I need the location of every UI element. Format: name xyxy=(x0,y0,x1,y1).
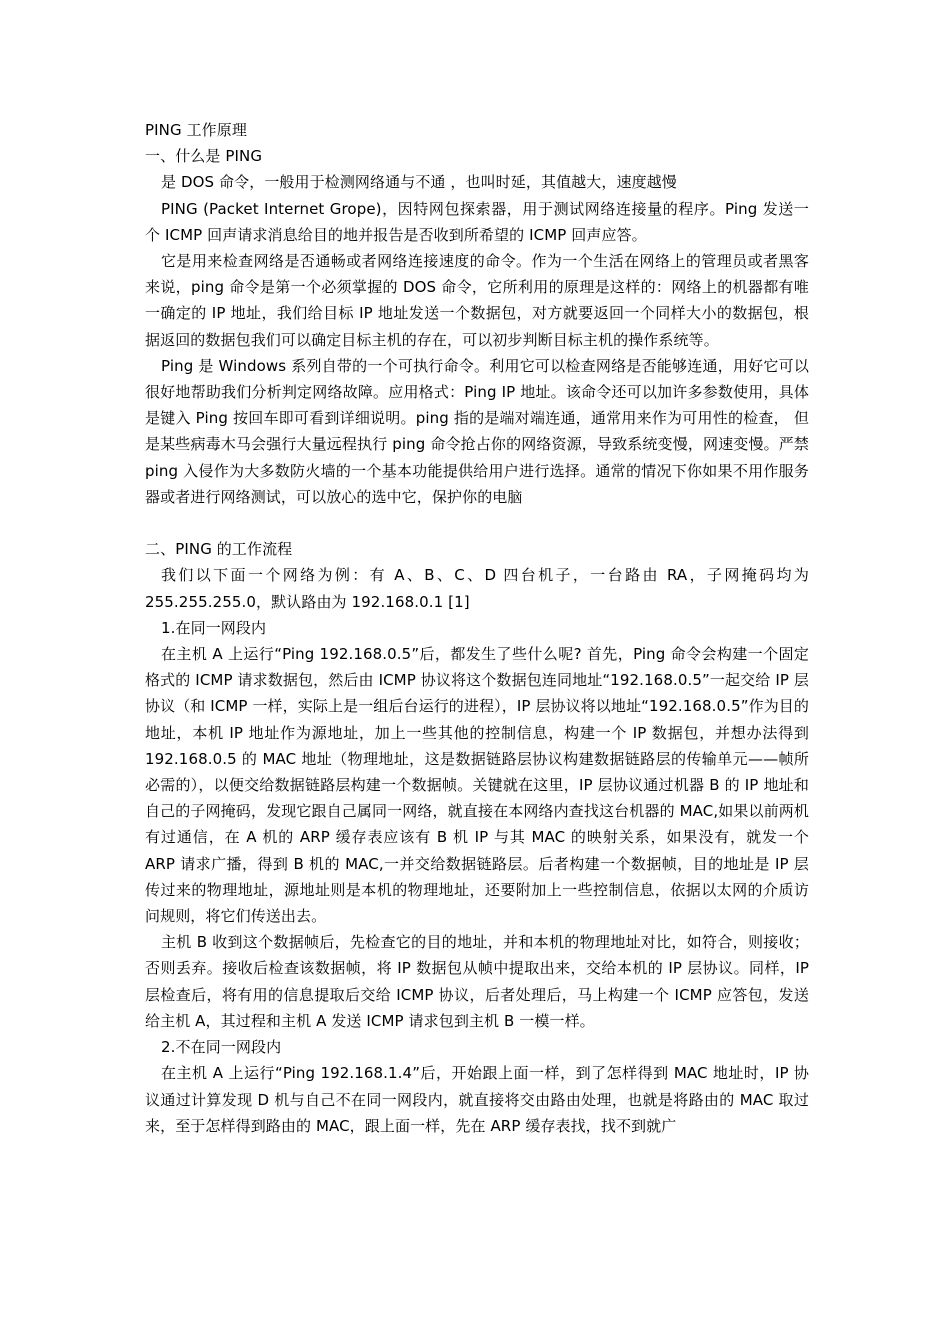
paragraph: 在主机 A 上运行“Ping 192.168.1.4”后，开始跟上面一样，到了怎样得到 MAC 地址时，IP 协议通过计算发现 D 机与自己不在同一网段内，就直接将交由路由处理，也就是将路由的 MAC 取过来，至于怎样得到路由的 MAC，跟上面一样，先在 ARP 缓存表找，找不到就广 xyxy=(145,1064,809,1135)
subsection-1-heading: 1.在同一网段内 xyxy=(161,618,267,637)
paragraph: 主机 B 收到这个数据帧后，先检查它的目的地址，并和本机的物理地址对比，如符合，则接收；否则丢弃。接收后检查该数据帧，将 IP 数据包从帧中提取出来，交给本机的 IP 层协议。同样，IP 层检查后，将有用的信息提取后交给 ICMP 协议，后者处理后，马上构建一个 ICMP 应答包，发送给主机 A，其过程和主机 A 发送 ICMP 请求包到主机 B 一模一样。 xyxy=(145,933,809,1030)
paragraph: PING (Packet Internet Grope)，因特网包探索器，用于测试网络连接量的程序。Ping 发送一个 ICMP 回声请求消息给目的地并报告是否收到所希望的 ICMP 回声应答。 xyxy=(145,199,809,244)
section-1-heading: 一、什么是 PING xyxy=(145,147,263,166)
spacer xyxy=(145,510,809,536)
paragraph: 在主机 A 上运行“Ping 192.168.0.5”后，都发生了些什么呢? 首先，Ping 命令会构建一个固定格式的 ICMP 请求数据包，然后由 ICMP 协议将这个数据包连同地址“192.168.0.5”一起交给 IP 层协议（和 ICMP 一样，实际上是一组后台运行的进程），IP 层协议将以地址“192.168.0.5”作为目的地址，本机 IP 地址作为源地址，加上一些其他的控制信息，构建一个 IP 数据包，并想办法得到 192.168.0.5 的 MAC 地址（物理地址，这是数据链路层协议构建数据链路层的传输单元——帧所必需的），以便交给数据链路层构建一个数据帧。关键就在这里，IP 层协议通过机器 B 的 IP 地址和自己的子网掩码，发现它跟自己属同一网络，就直接在本网络内查找这台机器的 MAC,如果以前两机有过通信，在 A 机的 ARP 缓存表应该有 B 机 IP 与其 MAC 的映射关系，如果没有，就发一个 ARP 请求广播，得到 B 机的 MAC,一并交给数据链路层。后者构建一个数据帧，目的地址是 IP 层传过来的物理地址，源地址则是本机的物理地址，还要附加上一些控制信息，依据以太网的介质访问规则，将它们传送出去。 xyxy=(145,645,809,926)
paragraph: Ping 是 Windows 系列自带的一个可执行命令。利用它可以检查网络是否能够连通，用好它可以很好地帮助我们分析判定网络故障。应用格式：Ping IP 地址。该命令还可以加许多参数使用，具体是键入 Ping 按回车即可看到详细说明。ping 指的是端对端连通，通常用来作为可用性的检查， 但是某些病毒木马会强行大量远程执行 ping 命令抢占你的网络资源，导致系统变慢，网速变慢。严禁 ping 入侵作为大多数防火墙的一个基本功能提供给用户进行选择。通常的情况下你如果不用作服务器或者进行网络测试，可以放心的选中它，保护你的电脑 xyxy=(145,356,809,506)
subsection-2-heading: 2.不在同一网段内 xyxy=(161,1038,282,1057)
document-page xyxy=(145,117,809,1139)
paragraph: 它是用来检查网络是否通畅或者网络连接速度的命令。作为一个生活在网络上的管理员或者黑客来说，ping 命令是第一个必须掌握的 DOS 命令，它所利用的原理是这样的：网络上的机器都有唯一确定的 IP 地址，我们给目标 IP 地址发送一个数据包，对方就要返回一个同样大小的数据包，根据返回的数据包我们可以确定目标主机的存在，可以初步判断目标主机的操作系统等。 xyxy=(145,252,809,349)
section-2-heading: 二、PING 的工作流程 xyxy=(145,540,293,559)
paragraph: 是 DOS 命令，一般用于检测网络通与不通 ，也叫时延，其值越大，速度越慢 xyxy=(161,173,677,192)
document-title: PING 工作原理 xyxy=(145,121,247,139)
paragraph: 我们以下面一个网络为例：有 A、B、C、D 四台机子，一台路由 RA，子网掩码均为 255.255.255.0，默认路由为 192.168.0.1 [1] xyxy=(145,566,809,611)
